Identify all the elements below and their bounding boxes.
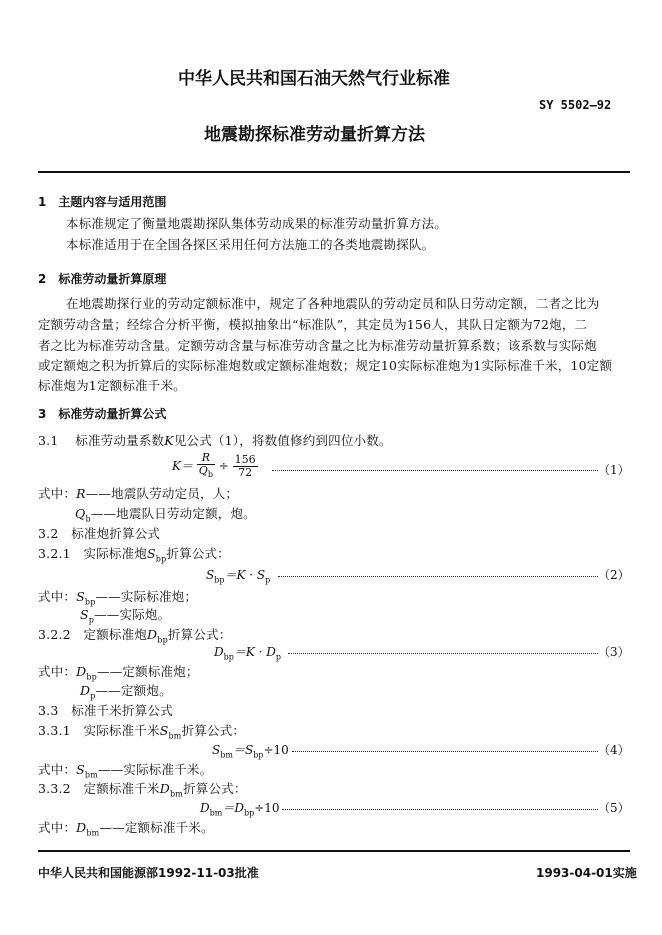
org-title: 中华人民共和国石油天然气行业标准 bbox=[178, 69, 450, 89]
equation-5-label: （5） bbox=[598, 801, 630, 815]
where-line: 式中：$D_{bp}——$定额标准炮； bbox=[38, 664, 199, 682]
equation-4-label: （4） bbox=[598, 743, 630, 757]
header-rule bbox=[38, 171, 630, 173]
symbol-k: K bbox=[164, 433, 174, 448]
divide-sign: ÷ bbox=[218, 459, 229, 474]
equation-3: $D_{bp}=K \cdot D_p$ bbox=[214, 645, 282, 662]
where-line: 式中：R——地震队劳动定员，人； bbox=[38, 486, 239, 501]
section-2-line: 者之比为标准劳动含量。定额劳动含量与标准劳动含量之比为标准劳动量折算系数；该系数与实际炮 bbox=[38, 338, 597, 353]
equation-2-label: （2） bbox=[598, 568, 630, 582]
clause-text: 见公式（1），将数值修约到四位小数。 bbox=[173, 433, 392, 448]
section-2-line: 定额劳动含量；经综合分析平衡，模拟抽象出“标准队”，其定员为156人，其队日定额为72炮，二 bbox=[38, 317, 588, 332]
denominator: 72 bbox=[238, 466, 253, 480]
equation-4: $S_{bm}=S_{bp}\div 10$ bbox=[212, 743, 289, 760]
clause-3-3-1: 3.3.1 实际标准千米$S_{bm}$折算公式： bbox=[38, 723, 246, 741]
clause-3-1 bbox=[38, 431, 392, 449]
section-2-line: 标准炮为1定额标准千米。 bbox=[38, 378, 186, 393]
clause-text: 标准劳动量系数 bbox=[75, 433, 165, 448]
standard-code: SY 5502—92 bbox=[539, 98, 612, 112]
section-1-para-2: 本标准适用于在全国各探区采用任何方法施工的各类地震勘探队。 bbox=[66, 237, 435, 252]
clause-3-3: 3.3 标准千米折算公式 bbox=[38, 703, 173, 718]
section-3-heading: 3 标准劳动量折算公式 bbox=[38, 407, 167, 421]
dot-leader bbox=[288, 653, 598, 654]
dot-leader bbox=[278, 576, 598, 577]
clause-3-3-2: 3.3.2 定额标准千米$D_{bm}$折算公式： bbox=[38, 781, 247, 799]
section-2-line: 在地震勘探行业的劳动定额标准中，规定了各种地震队的劳动定员和队日劳动定额，二者之比为 bbox=[66, 296, 600, 311]
where-line: 式中：$S_{bm}——$实际标准千米。 bbox=[38, 762, 213, 780]
denominator: $Q_b$ bbox=[198, 464, 213, 480]
equation-3-label: （3） bbox=[598, 645, 630, 659]
equation-2: $S_{bp}=K \cdot S_p$ bbox=[206, 568, 271, 585]
equation-5: $D_{bm}=D_{bp}\div 10$ bbox=[200, 801, 280, 818]
effective-date: 1993-04-01实施 bbox=[536, 866, 637, 880]
where-line: $D_p——$定额炮。 bbox=[80, 683, 172, 701]
where-line: 式中：$S_{bp}——$实际标准炮； bbox=[38, 589, 198, 607]
section-1-heading: 1 主题内容与适用范围 bbox=[38, 195, 167, 209]
where-line: $Q_b——$地震队日劳动定额，炮。 bbox=[75, 506, 256, 524]
fraction-156-over-72 bbox=[233, 454, 258, 479]
where-line: 式中：$D_{bm}——$定额标准千米。 bbox=[38, 820, 214, 838]
where-line: $S_p——$实际炮。 bbox=[80, 607, 171, 625]
section-2-line: 或定额炮之积为折算后的实际标准炮数或定额标准炮数；规定10实际标准炮为1实际标准千米，10定额 bbox=[38, 358, 613, 373]
footer-rule bbox=[38, 850, 630, 852]
dot-leader bbox=[282, 809, 598, 810]
equation-1-label: （1） bbox=[598, 463, 630, 477]
clause-3-2-1: 3.2.1 实际标准炮$S_{bp}$折算公式： bbox=[38, 546, 230, 564]
section-1-para-1: 本标准规定了衡量地震勘探队集体劳动成果的标准劳动量折算方法。 bbox=[66, 216, 448, 231]
equation-1 bbox=[172, 452, 258, 481]
document-title: 地震勘探标准劳动量折算方法 bbox=[204, 125, 425, 145]
approval-line: 中华人民共和国能源部1992-11-03批准 bbox=[38, 866, 259, 880]
section-2-heading: 2 标准劳动量折算原理 bbox=[38, 272, 167, 286]
clause-3-2-2: 3.2.2 定额标准炮$D_{bp}$折算公式： bbox=[38, 627, 232, 645]
clause-number: 3.1 bbox=[38, 433, 59, 448]
dot-leader bbox=[272, 470, 598, 471]
dot-leader bbox=[292, 751, 598, 752]
clause-3-2: 3.2 标准炮折算公式 bbox=[38, 526, 161, 541]
eq-lhs: K＝ bbox=[172, 459, 193, 474]
fraction-r-over-q bbox=[197, 452, 215, 481]
numerator: 156 bbox=[234, 453, 256, 467]
numerator: R bbox=[197, 452, 215, 465]
